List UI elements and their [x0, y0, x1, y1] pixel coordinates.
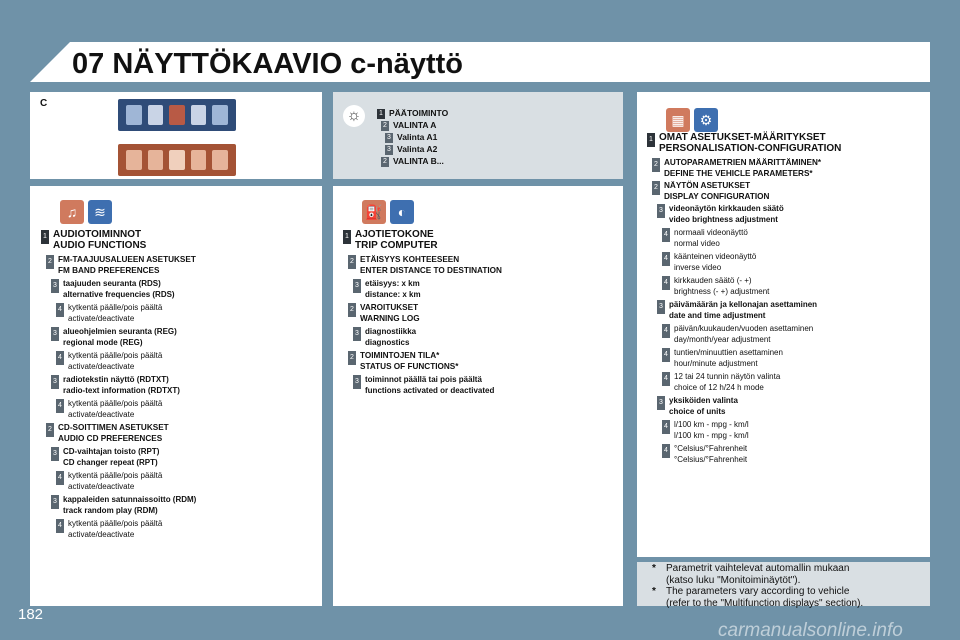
- level-badge: 4: [662, 372, 670, 386]
- list-item: [662, 347, 783, 369]
- screen-icon: [191, 150, 207, 170]
- list-item: [662, 371, 780, 393]
- footnote-mark: *: [652, 586, 656, 597]
- list-item-line: TOIMINTOJEN TILA*: [360, 351, 440, 360]
- screen-icon: [148, 105, 164, 125]
- list-item: [51, 326, 177, 348]
- list-item: [56, 518, 162, 540]
- level-badge: 2: [348, 351, 356, 365]
- list-item-text: [365, 278, 421, 300]
- list-item-line: PERSONALISATION-CONFIGURATION: [659, 143, 842, 154]
- menu-legend-item: [385, 144, 437, 155]
- level-badge: 3: [657, 396, 665, 410]
- list-item-text: [669, 299, 817, 321]
- list-item-line: functions activated or deactivated: [365, 386, 495, 395]
- list-item-line: diagnostics: [365, 338, 410, 347]
- list-item: [56, 350, 162, 372]
- settings-grid-icon: ▦: [666, 108, 690, 132]
- list-item-line: °Celsius/°Fahrenheit: [674, 455, 748, 464]
- list-item-text: [674, 323, 813, 345]
- level-badge: 4: [56, 399, 64, 413]
- list-item-line: regional mode (REG): [63, 338, 143, 347]
- level-badge: 2: [348, 255, 356, 269]
- list-item-line: kappaleiden satunnaissoitto (RDM): [63, 495, 197, 504]
- list-item-line: choice of units: [669, 407, 726, 416]
- list-item-text: [63, 446, 159, 468]
- list-item-line: l/100 km - mpg - km/l: [674, 420, 749, 429]
- list-item: [51, 494, 196, 516]
- menu-legend-label: VALINTA A: [393, 120, 437, 130]
- footnote: [652, 563, 922, 609]
- music-note-icon: ♫: [60, 200, 84, 224]
- vehicle-settings-icon: ⚙: [694, 108, 718, 132]
- level-badge: 3: [353, 327, 361, 341]
- list-item-line: DEFINE THE VEHICLE PARAMETERS*: [664, 169, 813, 178]
- list-item-text: [68, 470, 162, 492]
- level-badge: 3: [51, 495, 59, 509]
- level-badge: 3: [51, 447, 59, 461]
- level-badge: 4: [56, 351, 64, 365]
- list-item-text: [68, 398, 162, 420]
- menu-legend-item: [377, 108, 448, 119]
- screen-icon: [212, 105, 228, 125]
- list-item: [353, 278, 421, 300]
- list-item-line: käänteinen videonäyttö: [674, 252, 757, 261]
- list-item-line: tuntien/minuuttien asettaminen: [674, 348, 783, 357]
- list-item: [41, 229, 146, 251]
- level-badge: 3: [353, 279, 361, 293]
- list-item-line: °Celsius/°Fahrenheit: [674, 444, 748, 453]
- list-item: [56, 302, 162, 324]
- list-item-line: brightness (- +) adjustment: [674, 287, 770, 296]
- list-item-text: [58, 422, 169, 444]
- list-item: [657, 299, 817, 321]
- list-item: [353, 326, 416, 348]
- list-item-line: päivän/kuukauden/vuoden asettaminen: [674, 324, 814, 333]
- list-item-text: [58, 254, 196, 276]
- list-item-line: day/month/year adjustment: [674, 335, 771, 344]
- list-item-line: radio-text information (RDTXT): [63, 386, 180, 395]
- level-badge: 2: [381, 157, 389, 167]
- list-item: [652, 180, 769, 202]
- footnote-line: Parametrit vaihtelevat automallin mukaan: [666, 563, 850, 574]
- level-badge: 4: [662, 228, 670, 242]
- list-item-line: AUDIOTOIMINNOT: [53, 229, 142, 240]
- list-item-line: kytkentä päälle/pois päältä: [68, 303, 163, 312]
- footnote-line: (katso luku "Monitoiminäytöt").: [666, 574, 801, 586]
- list-item-text: [365, 374, 494, 396]
- list-item-text: [674, 371, 780, 393]
- screen-icon: [191, 105, 207, 125]
- level-badge: 3: [657, 204, 665, 218]
- list-item-line: normaali videonäyttö: [674, 228, 748, 237]
- list-item-line: DISPLAY CONFIGURATION: [664, 192, 770, 201]
- level-badge: 3: [51, 279, 59, 293]
- list-item-line: ENTER DISTANCE TO DESTINATION: [360, 266, 502, 275]
- screen-icon: [126, 150, 142, 170]
- list-item-text: [664, 157, 821, 179]
- list-item: [657, 203, 784, 225]
- list-item-text: [63, 326, 177, 348]
- list-item-line: AUDIO FUNCTIONS: [53, 240, 147, 251]
- footnote-line: (refer to the "Multifunction displays" section).: [666, 597, 864, 609]
- list-item: [348, 254, 502, 276]
- list-item-line: FM BAND PREFERENCES: [58, 266, 160, 275]
- list-item: [657, 395, 738, 417]
- level-badge: 4: [662, 348, 670, 362]
- level-badge: 1: [343, 230, 351, 244]
- list-item: [652, 157, 821, 179]
- list-item-line: ETÄISYYS KOHTEESEEN: [360, 255, 460, 264]
- list-item: [56, 470, 162, 492]
- list-item-line: diagnostiikka: [365, 327, 417, 336]
- list-item: [51, 446, 159, 468]
- list-item-line: normal video: [674, 239, 720, 248]
- list-item-text: [63, 494, 196, 516]
- menu-legend-label: Valinta A1: [397, 132, 438, 142]
- menu-legend-label: PÄÄTOIMINTO: [389, 108, 449, 118]
- list-item-line: CD-vaihtajan toisto (RPT): [63, 447, 160, 456]
- list-item: [51, 374, 180, 396]
- menu-legend-label: VALINTA B...: [393, 156, 444, 166]
- list-item-line: päivämäärän ja kellonajan asettaminen: [669, 300, 818, 309]
- list-item-line: activate/deactivate: [68, 530, 135, 539]
- list-item-text: [68, 350, 162, 372]
- level-badge: 4: [56, 303, 64, 317]
- list-item-text: [659, 132, 841, 154]
- list-item-text: [53, 229, 146, 251]
- list-item-text: [669, 203, 784, 225]
- screen-icon: [126, 105, 142, 125]
- level-badge: 3: [657, 300, 665, 314]
- level-badge: 1: [377, 109, 385, 119]
- list-item-line: l/100 km - mpg - km/l: [674, 431, 749, 440]
- fuel-gauge-icon: ◐: [390, 200, 414, 224]
- level-badge: 3: [385, 133, 393, 143]
- list-item-line: track random play (RDM): [63, 506, 158, 515]
- list-item-line: kytkentä päälle/pois päältä: [68, 471, 163, 480]
- list-item-text: [674, 347, 783, 369]
- list-item-text: [664, 180, 769, 202]
- page-number: 182: [18, 606, 44, 623]
- list-item-text: [674, 419, 749, 441]
- list-item: [46, 254, 196, 276]
- list-item-line: AUDIO CD PREFERENCES: [58, 434, 163, 443]
- list-item-line: radiotekstin näyttö (RDTXT): [63, 375, 169, 384]
- list-item: [51, 278, 175, 300]
- list-item-line: activate/deactivate: [68, 482, 135, 491]
- list-item-line: distance: x km: [365, 290, 421, 299]
- level-badge: 4: [662, 252, 670, 266]
- list-item: [662, 227, 748, 249]
- list-item-line: TRIP COMPUTER: [355, 240, 438, 251]
- footnote-line: The parameters vary according to vehicle: [666, 586, 850, 597]
- list-item: [647, 132, 841, 154]
- footnote-mark: *: [652, 563, 656, 574]
- level-badge: 3: [385, 145, 393, 155]
- level-badge: 4: [662, 324, 670, 338]
- list-item-line: inverse video: [674, 263, 722, 272]
- screen-icon: [148, 150, 164, 170]
- menu-legend-item: [381, 156, 444, 167]
- sun-icon: ☼: [343, 105, 365, 127]
- list-item-line: NÄYTÖN ASETUKSET: [664, 181, 751, 190]
- list-item-line: activate/deactivate: [68, 314, 135, 323]
- list-item-line: FM-TAAJUUSALUEEN ASETUKSET: [58, 255, 196, 264]
- level-badge: 1: [647, 133, 655, 147]
- level-badge: 4: [56, 519, 64, 533]
- menu-legend-label: Valinta A2: [397, 144, 438, 154]
- list-item: [662, 443, 747, 465]
- menu-legend-panel: [333, 92, 623, 179]
- list-item: [46, 422, 169, 444]
- list-item: [56, 398, 162, 420]
- level-badge: 2: [46, 423, 54, 437]
- level-badge: 1: [41, 230, 49, 244]
- list-item: [662, 251, 756, 273]
- list-item-text: [674, 227, 748, 249]
- list-item-line: CD-SOITTIMEN ASETUKSET: [58, 423, 169, 432]
- list-item: [662, 419, 749, 441]
- list-item-line: OMAT ASETUKSET-MÄÄRITYKSET: [659, 132, 826, 143]
- list-item-line: alternative frequencies (RDS): [63, 290, 175, 299]
- screen-icon: [212, 150, 228, 170]
- list-item-line: WARNING LOG: [360, 314, 420, 323]
- list-item: [662, 275, 769, 297]
- level-badge: 4: [56, 471, 64, 485]
- list-item-line: etäisyys: x km: [365, 279, 420, 288]
- level-badge: 3: [51, 375, 59, 389]
- list-item-text: [63, 278, 175, 300]
- level-badge: 2: [348, 303, 356, 317]
- list-item-line: AJOTIETOKONE: [355, 229, 434, 240]
- list-item-line: video brightness adjustment: [669, 215, 778, 224]
- list-item: [353, 374, 494, 396]
- level-badge: 3: [353, 375, 361, 389]
- list-item-line: AUTOPARAMETRIEN MÄÄRITTÄMINEN*: [664, 158, 822, 167]
- list-item-line: activate/deactivate: [68, 410, 135, 419]
- list-item-text: [674, 251, 756, 273]
- list-item-line: kytkentä päälle/pois päältä: [68, 519, 163, 528]
- screen-icon: [169, 105, 185, 125]
- list-item: [348, 302, 420, 324]
- level-badge: 2: [46, 255, 54, 269]
- list-item-text: [365, 326, 416, 348]
- list-item: [662, 323, 813, 345]
- list-item-line: date and time adjustment: [669, 311, 766, 320]
- section-label: C: [40, 98, 48, 109]
- list-item-line: STATUS OF FUNCTIONS*: [360, 362, 459, 371]
- level-badge: 2: [652, 158, 660, 172]
- menu-legend-item: [385, 132, 437, 143]
- list-item-line: kytkentä päälle/pois päältä: [68, 399, 163, 408]
- screen-icon: [169, 150, 185, 170]
- level-badge: 4: [662, 420, 670, 434]
- list-item-line: hour/minute adjustment: [674, 359, 758, 368]
- list-item-text: [360, 254, 502, 276]
- list-item-text: [68, 302, 162, 324]
- list-item-line: alueohjelmien seuranta (REG): [63, 327, 177, 336]
- list-item-line: videonäytön kirkkauden säätö: [669, 204, 784, 213]
- list-item-text: [674, 275, 769, 297]
- watermark: carmanualsonline.info: [718, 620, 903, 640]
- list-item-text: [360, 350, 458, 372]
- list-item-line: toiminnot päällä tai pois päältä: [365, 375, 482, 384]
- list-item-line: yksiköiden valinta: [669, 396, 738, 405]
- page-title: 07 NÄYTTÖKAAVIO c-näyttö: [72, 48, 464, 80]
- menu-legend-item: [381, 120, 436, 131]
- radio-wave-icon: ≋: [88, 200, 112, 224]
- screen-strip-top: [118, 99, 236, 131]
- list-item-line: taajuuden seuranta (RDS): [63, 279, 161, 288]
- list-item-text: [68, 518, 162, 540]
- list-item-line: 12 tai 24 tunnin näytön valinta: [674, 372, 781, 381]
- level-badge: 2: [652, 181, 660, 195]
- level-badge: 2: [381, 121, 389, 131]
- list-item-line: kirkkauden säätö (- +): [674, 276, 752, 285]
- list-item: [348, 350, 458, 372]
- list-item-line: CD changer repeat (RPT): [63, 458, 158, 467]
- level-badge: 4: [662, 444, 670, 458]
- screen-strip-bottom: [118, 144, 236, 176]
- list-item-line: choice of 12 h/24 h mode: [674, 383, 764, 392]
- list-item-text: [355, 229, 438, 251]
- level-badge: 3: [51, 327, 59, 341]
- list-item-text: [63, 374, 180, 396]
- list-item-line: kytkentä päälle/pois päältä: [68, 351, 163, 360]
- list-item-line: activate/deactivate: [68, 362, 135, 371]
- list-item-text: [669, 395, 738, 417]
- list-item: [343, 229, 438, 251]
- list-item-text: [674, 443, 747, 465]
- fuel-pump-icon: ⛽: [362, 200, 386, 224]
- list-item-text: [360, 302, 420, 324]
- level-badge: 4: [662, 276, 670, 290]
- list-item-line: VAROITUKSET: [360, 303, 419, 312]
